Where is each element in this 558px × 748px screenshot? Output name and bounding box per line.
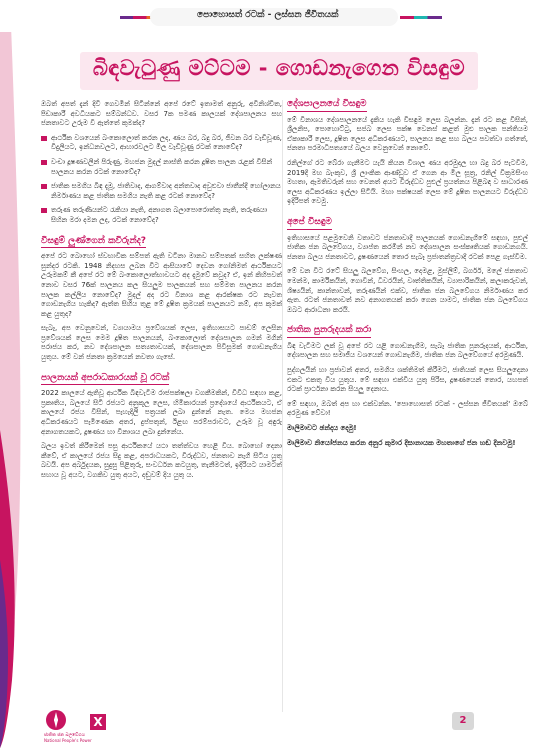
bullet-item bbox=[41, 158, 282, 177]
section-paragraph: අපේ රට බොහෝ ස්වභාවික සම්පත් ඇති වටිනා මානව සම්පතක් සහිත ලක්ෂණ සුන්දර රටකි. 1948 නිදහස ලබන විට ආසියාවේ දෙවන ගෝනිමත් ආර්ථිකයට උරුමකම් කී අපේ රට මේ බංකොලොත්භාවයට අද දැමුවේ කවුද? ඒ, ඉන් කිහිපවත් නොව වසර 76ක් පාලනය කල සියලුම පාලකයන් සහ සම්මත පාලනය කරන පාලක කල්ලිය නොවේද? මුදල් අද රට විනාශ කළ ආරක්ෂක රට නැවත ගොඩනැගිය හැකිද? ඇත්ත සිහිය තුළ මේ දූෂිත ක්‍රමයක් පාලනයට නම්, අප කුමක් කළ යුතුද? bbox=[41, 252, 282, 318]
ballot-mark: X bbox=[90, 714, 106, 730]
party-name-english: National People's Power bbox=[44, 738, 92, 743]
page-number: 2 bbox=[452, 712, 474, 730]
section-paragraph: පුද්ගලයින් හා ප්‍රජාවන් අතර, සමගිය ශක්තිමත් කිරීමට, ජාතියක් ලෙස සියලුදෙනා එකට එකතු විය යුතුය. මේ සඳහා එක්විය යුතු පිරිස, දූෂණයෙන් තොර, යහපත් රටක් ප්‍රාර්ථනා කරන සියලු දෙනාය. bbox=[287, 366, 528, 394]
left-column bbox=[41, 100, 282, 486]
right-column bbox=[287, 100, 528, 453]
section-heading: දේශපාලනයේ විසඳුම bbox=[287, 100, 367, 112]
signature-line: මාලිමාව නියෝජනය කරන අනුර කුමාර දිසානායක මහතාගේ ජන හඬ දිනවමු! bbox=[287, 438, 516, 447]
party-name: ජාතික ජන බලවේගය bbox=[44, 733, 85, 738]
publication-slogan: පොහොසත් රටක් - ලස්සන ජීවිතයක් bbox=[197, 10, 339, 20]
section-paragraph: 2022 කාලයේ ඇතිවූ ආර්ථික බිඳවැටීම රාජපක්ෂලා වගකීමකින්, විවිධ සඳහා කළ, ප්‍රකෘතිය, බලයේ සිටි රජයට අනුකූල ලෙස, හිමිකාරයන් ප්‍රදේශයේ ආර්ථිකයට, ඒ කාලයේ රජය විසින්, පැහැදිලි පත්‍රයක් ලබා දුන්නේ නැත. මෙය මහජන අධිකරණයට පැමිණෙන අතර, දුප්පතුන්, ඊළඟ පරම්පරාවට, උරුම වූ අඳුරු අනාගතයකට, දූෂණය හා විනාශය ලබා දුන්නේය. bbox=[41, 389, 282, 436]
section-paragraph: මේ සඳහා, ඔබත් අප හා එක්වන්න. 'පොහොසත් රටක් - ලස්සන ජීවිතයක්' ඔබේ අරමුණ වේවා! bbox=[287, 399, 528, 418]
section-paragraph: රනිල්ගේ රට බේරා ගැනීමට යැයි කියන විශාල ණය අරමුදල හා බදු බර පැටවීම, 2019දී මහ බැංකුව, ශ්‍රී ලාංකික ආණ්ඩුව ඒ ගෙන ආ මිල සූත්‍ර, රනිල් වික්‍රමසිංහ මහතා, ඇමතිවරුන් සහ වෙනත් අයට විරුද්ධව පුළුල් ප්‍රයත්නය පිළිබඳ ව සාධාරණ ලෙස අධිකරණය ඉල්ලා සිටියි. මහා පක්ෂයක් ලෙස මේ දූෂිත පාලනයට විරුද්ධව ඉදිරිපත් වෙමු. bbox=[287, 158, 528, 206]
section-paragraph: බලය ඉවත් කිරීමෙන් පසු ආර්ථිකයේ යථා තත්ත්වය හෙළි විය. බොහෝ දෙනා කීවේ, ඒ කාලයේ රජය සිදු කළ, අපරාධයකට, විරුද්ධව, ජනතාව නැගී සිටිය යුතු බවයි. අප අර්බුදයක, සුදුසු පිළිතුරු, සංවර්ධන කටයුතු, තැනීමටත්, ඉදිරියට යාමටත් සහාය වූ අයට, වගකිව යුතු අයට, දඬුවම් දිය යුතු ය. bbox=[41, 442, 282, 479]
left-decorative-curve bbox=[0, 0, 40, 748]
page-title: බිඳවැටුණු මට්ටම - ගොඩනැගෙන විසඳුම bbox=[92, 56, 466, 80]
section-paragraph: ඉතිහාසයේ පළමුවෙනි වතාවට ජනතාවාදී පාලනයක් ගොඩනැගීමේ සඳහා, පුළුල් ජාතික ජන බලවේගය, ව්‍යාප්ත කරමින් නව දේශපාලන සංස්කෘතියක් ගොඩනගයි. ජනතා බලය ජනතාවට, දූෂණයෙන් තොර සැබෑ ප්‍රජාතන්ත්‍රවාදී රටක් පෙළ ගැස්වීම. bbox=[287, 233, 528, 261]
intro-paragraph: ඔබත් අපත් දැන් දිවි ගෙවමින් සිටින්නේ අපේ රටේ ඉතාමත් අනුරු, අවිනිශ්චිත, පීඩාකාරී අවධියකට සම්බන්ධව. වසර 7ක පමණ කාලයක් දේශපාලනය සහ ජනතාවට උරුම වී ඇත්තේ කුමක්ද? bbox=[41, 100, 282, 128]
section-heading: පාලනයක් අපරාධකාරයක් වූ රටක් bbox=[41, 374, 169, 386]
bullet-text: ආර්ථික වශයෙන් බංකොලොත් කරන ලද, ණය බර, බදු බර, ජීවන බර වැඩිවූණ, විදුලියට, ඉන්ධනවලට, ආහාරවලට මිල වැඩිවූණු රටක් නොවේද? bbox=[51, 133, 282, 152]
header-stripe-right bbox=[400, 16, 442, 19]
bullet-square-icon bbox=[41, 184, 47, 189]
top-header bbox=[0, 0, 558, 32]
section-paragraph: මේ වන විට රටේ සියලු බලවේග, සිංහල, දෙමළ, මුස්ලිම්, බර්ගර්, මලේ ජනතාව මෙන්ම, කාර්මිකයින්, ගොවීන්, ධීවරයින්, වෘත්තිකයින්, ව්‍යාපාරිකයින්, කලාකරුවන්, ශිෂ්‍යයින්, කාන්තාවන්, තරුණයින් එක්ව, ජාතික ජන බලවේගය නිර්මාණය කර ඇත. රටත් ජනතාවත් නව අනාගතයක් කරා ගෙන යාමට, ජාතික ජන බලවේගය ඔබට ආරාධනා කරයි. bbox=[287, 267, 528, 314]
party-logo-icon bbox=[44, 708, 82, 732]
section-paragraph: මේ විනාශය දේශපාලනයේ දැකිය හැකි විසඳුම ලෙස බලන්න. දැන් රට කළ විසින්, ශ්‍රීලනිප, පොහොට්ටු, සජබ ලෙස පක්ෂ වෙනස් කළත් මුළු පාලක පන්තියම ඒකාකාරී ලෙස, දූෂිත ලෙස අධිකරණයට, පාලනය කළ සහ බලය පවත්වා ගත්තේ, ජනතා පරමාධිපත්‍යයේ බලය වෙනුවෙන් නොවේ. bbox=[287, 115, 528, 153]
bullet-item bbox=[41, 206, 282, 225]
bullet-square-icon bbox=[41, 208, 47, 213]
bullet-item bbox=[41, 134, 282, 153]
bullet-text: වංචා දූෂණවලින් පිරුණු, මහජන මුදල් නාස්ති කරන දූෂිත පාලන රැළක් විසින් පාලනය කරන රටක් නොවේද? bbox=[51, 157, 273, 176]
section-paragraph: බිඳ වැටීමට ලක් වූ අපේ රට යළි ගොඩනැගීම, සැබෑ ජාතික පුනරුදයක්, ආර්ථික, දේශපාලන සහ සමාජීය වශයෙන් ගොඩනැගීම, ජාතික ජන බලවේගයේ අරමුණයි. bbox=[287, 341, 528, 360]
closing-line: මාලිමාවට ඡන්දය දෙමු! bbox=[287, 424, 357, 433]
bullet-square-icon bbox=[41, 136, 47, 141]
bullet-text: ජාතික සමගිය බිඳ දැමූ, ජාතිවාද, ආගම්වාද අන්තවාද අවුළුවා ජාතීන්දී හෝලානය නිර්මාණය කළ ජාතික සමගිය නැති කළ රටක් නොවේද? bbox=[51, 182, 281, 200]
section-heading: ජාතික පුනරුදයක් කරා bbox=[287, 326, 371, 338]
bullet-item bbox=[41, 182, 282, 201]
bullet-square-icon bbox=[41, 160, 47, 165]
section-heading: අපේ විසඳුම bbox=[287, 218, 332, 230]
column-divider bbox=[282, 100, 283, 712]
section-paragraph: සැබෑ, අප වෙනුවෙන්, ව්‍යායාමය ප්‍රවේශයක් ලෙස, ඉතිහාසයට පාඩම් ලෙසින ප්‍රවේශයක් ලෙස මෙම දූෂිත පාලනයන්, බංකොලොත් දේශපාලන ගමන් මගින් පරාජය කර, නව දේශපාලන සත්‍යතාවයක්, දේශපාලන පිවිසුමක් ගොඩනැගිය යුතුය. මේ වන් ජනතා ක්‍රමයෙන් නවතා ගැසේ. bbox=[41, 324, 282, 362]
bullet-text: තරුණ තරුණියන්ට රැකියා නැති, අනාගත බලාපොරොත්තු නැති, තරුණයා සිහින මරා දමන ලද, රටක් නොවේද? bbox=[51, 206, 268, 224]
section-heading: විසඳුම් ලුණ්ගෙන් කවිරුන්ද? bbox=[41, 237, 146, 249]
